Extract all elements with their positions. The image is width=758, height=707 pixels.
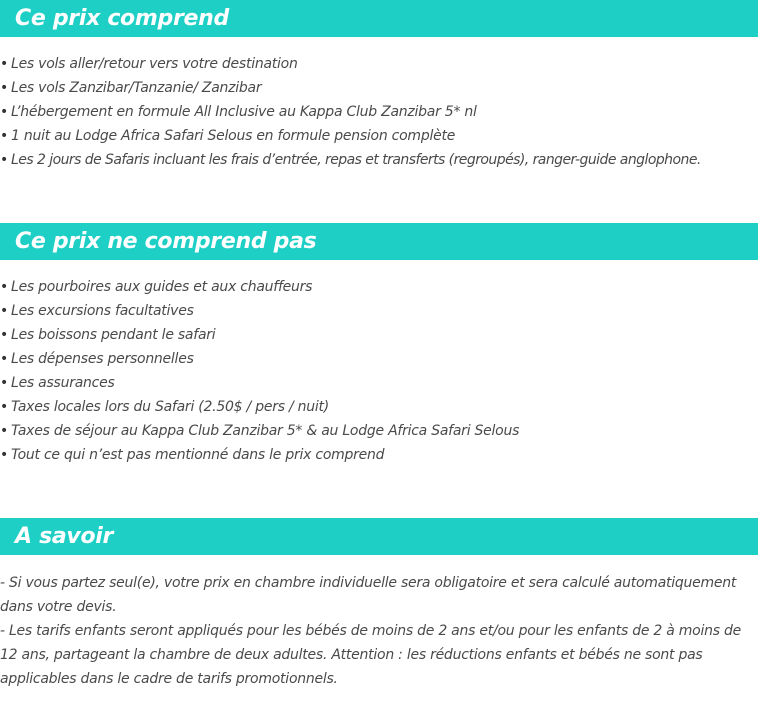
section-title-not-included: Ce prix ne comprend pas — [15, 229, 317, 254]
list-item — [0, 100, 701, 124]
bullet-icon: • — [0, 351, 9, 367]
bullet-icon: • — [0, 423, 9, 439]
included-list — [0, 52, 701, 172]
list-item-text: 1 nuit au Lodge Africa Safari Selous en formule pension complète — [11, 128, 456, 144]
bullet-icon: • — [0, 56, 9, 72]
list-item-text: Tout ce qui n’est pas mentionné dans le prix comprend — [11, 447, 385, 463]
list-item — [0, 275, 519, 299]
bullet-icon: • — [0, 399, 9, 415]
list-item-text: Les vols Zanzibar/Tanzanie/ Zanzibar — [11, 80, 262, 96]
list-item — [0, 76, 701, 100]
list-item — [0, 124, 701, 148]
list-item — [0, 371, 519, 395]
list-item-text: Les 2 jours de Safaris incluant les frais d’entrée, repas et transferts (regroupés), ranger-guide anglophone. — [11, 152, 701, 168]
section-header-included — [0, 0, 758, 37]
not-included-list — [0, 275, 519, 467]
list-item-text: Taxes de séjour au Kappa Club Zanzibar 5* & au Lodge Africa Safari Selous — [11, 423, 520, 439]
list-item-text: Les excursions facultatives — [11, 303, 194, 319]
section-title-info: A savoir — [15, 524, 114, 549]
list-item — [0, 148, 701, 172]
list-item — [0, 395, 519, 419]
list-item — [0, 52, 701, 76]
bullet-icon: • — [0, 447, 9, 463]
list-item-text: Les dépenses personnelles — [11, 351, 194, 367]
section-header-info — [0, 518, 758, 555]
list-item — [0, 299, 519, 323]
info-paragraph: - Si vous partez seul(e), votre prix en chambre individuelle sera obligatoire et sera calculé automatiquement dans votre devis. — [0, 575, 737, 615]
bullet-icon: • — [0, 375, 9, 391]
list-item-text: Les pourboires aux guides et aux chauffeurs — [11, 279, 313, 295]
section-title-included: Ce prix comprend — [15, 6, 229, 31]
info-paragraph: - Les tarifs enfants seront appliqués pour les bébés de moins de 2 ans et/ou pour les enfants de 2 à moins de 12 ans, partageant la chambre de deux adultes. Attention : les réductions enfants et bébés ne sont pas applicables dans le cadre de tarifs promotionnels. — [0, 623, 742, 687]
list-item-text: Les vols aller/retour vers votre destination — [11, 56, 298, 72]
bullet-icon: • — [0, 128, 9, 144]
bullet-icon: • — [0, 104, 9, 120]
list-item-text: Les boissons pendant le safari — [11, 327, 216, 343]
list-item-text: Taxes locales lors du Safari (2.50$ / pers / nuit) — [11, 399, 329, 415]
list-item — [0, 419, 519, 443]
section-header-not-included — [0, 223, 758, 260]
bullet-icon: • — [0, 279, 9, 295]
bullet-icon: • — [0, 303, 9, 319]
bullet-icon: • — [0, 80, 9, 96]
list-item — [0, 323, 519, 347]
list-item-text: L’hébergement en formule All Inclusive au Kappa Club Zanzibar 5* nl — [11, 104, 477, 120]
list-item-text: Les assurances — [11, 375, 115, 391]
bullet-icon: • — [0, 327, 9, 343]
list-item — [0, 347, 519, 371]
bullet-icon: • — [0, 152, 9, 168]
info-text-block — [0, 571, 752, 691]
list-item — [0, 443, 519, 467]
